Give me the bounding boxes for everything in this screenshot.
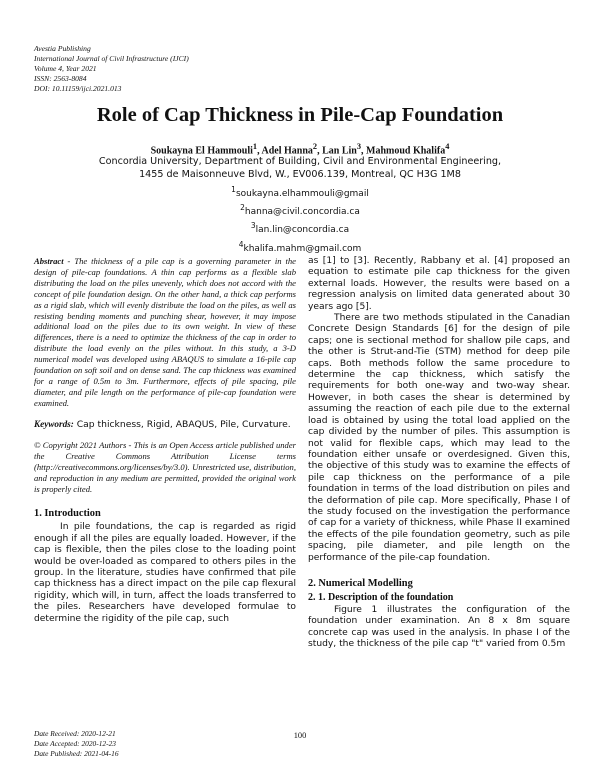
email-address: lan.lin@concordia.ca	[255, 225, 350, 236]
author-affiliation-mark: 1	[252, 142, 258, 151]
email-line	[0, 183, 600, 201]
email-mark: 2	[240, 203, 245, 213]
journal-name: International Journal of Civil Infrastructure (IJCI)	[34, 54, 189, 63]
page-number: 100	[293, 731, 307, 740]
email-line	[0, 201, 600, 219]
author-affiliation-mark: 3	[356, 142, 362, 151]
section-heading-numerical-modelling: 2. Numerical Modelling	[308, 577, 413, 589]
paper-title: Role of Cap Thickness in Pile-Cap Foundation	[96, 104, 504, 126]
left-column	[34, 256, 296, 625]
author-name: Lan Lin	[322, 145, 357, 157]
publisher-name: Avestia Publishing	[34, 44, 91, 53]
affiliation-line: 1455 de Maisonneuve Blvd, W., EV006.139, Montreal, QC H3G 1M8	[139, 169, 461, 180]
author-emails	[0, 183, 600, 256]
article-doi: DOI: 10.11159/ijci.2021.013	[34, 84, 122, 93]
email-address: hanna@civil.concordia.ca	[244, 207, 360, 218]
section-heading-introduction: 1. Introduction	[34, 508, 101, 520]
copyright-notice: © Copyright 2021 Authors - This is an Open Access article published under the Creative Commons Attribution License terms (http://creativecommons.org/licenses/by/3.0). Unrestricted use, distribution, and reproduction in any medium are permitted, provided the original work is properly cited.	[34, 439, 296, 494]
email-mark: 3	[250, 221, 256, 231]
keywords-label: Keywords:	[34, 418, 74, 429]
introduction-paragraph: There are two methods stipulated in the Canadian Concrete Design Standards [6] for the design of pile caps; one is sectional method for shallow pile caps, and the other is Strut-and-Tie (STM) method for deep pile caps. Both methods follow the same procedure to determine the cap thickness, which satisfy the requirements for both one-way and two-way shear. However, in both cases the shear is determined by assuming the reaction of each pile due to the external load is obtained by using the total load applied on the cap divided by the number of piles. This assumption is not valid for flexible caps, which may lead to the foundation either unsafe or overdesigned. Given this, the objective of this study was to examine the effects of pile cap thickness on the performance of a pile foundation in terms of the load distribution on piles and the deformation of pile cap. More specifically, Phase I of the study focused on the investigation the performance of cap for a variety of thickness, while Phase II examined the effects of the pile foundation geometry, such as pile spacing, pile diameter, and pile length on the performance of the pile-cap foundation.	[308, 313, 570, 563]
email-line	[0, 219, 600, 237]
date-accepted: Date Accepted: 2020-12-23	[34, 739, 116, 748]
date-published: Date Published: 2021-04-16	[34, 749, 119, 758]
abstract	[34, 256, 296, 409]
journal-masthead	[34, 44, 189, 94]
right-column	[308, 256, 570, 651]
author-name: Adel Hanna	[261, 145, 313, 157]
journal-issn: ISSN: 2563-8084	[34, 74, 87, 83]
author-name: Soukayna El Hammouli	[150, 145, 253, 157]
subsection-heading-foundation: 2. 1. Description of the foundation	[308, 591, 454, 603]
author-affiliation-mark: 4	[445, 142, 450, 151]
affiliation-line: Concordia University, Department of Building, Civil and Environmental Engineering,	[98, 156, 502, 167]
author-affiliation	[0, 155, 600, 181]
foundation-description-paragraph: Figure 1 illustrates the configuration of the foundation under examination. An 8 x 8m square concrete cap was used in the analysis. In phase I of the study, the thickness of the pile cap "t" varied from 0.5m	[308, 604, 570, 650]
keywords-text: Cap thickness, Rigid, ABAQUS, Pile, Curvature.	[73, 418, 291, 430]
introduction-paragraph-continued: as [1] to [3]. Recently, Rabbany et al. [4] proposed an equation to estimate pile cap thickness for the given external loads. However, the results were based on a regression analysis on limited data generated about 30 years ago [5].	[308, 256, 570, 312]
keywords	[34, 419, 296, 430]
introduction-paragraph: In pile foundations, the cap is regarded as rigid enough if all the piles are equally loaded. However, if the cap is flexible, then the piles close to the loading point would be over-loaded as compared to others piles in the group. In the literature, studies have confirmed that pile cap thickness has a direct impact on the pile cap flexural rigidity, which will, in turn, affect the loads transferred to the piles. Researchers have developed formulae to determine the rigidity of the pile cap, such	[34, 522, 296, 624]
author-affiliation-mark: 2	[312, 142, 318, 151]
abstract-label: Abstract -	[34, 256, 71, 266]
author-list: Soukayna El Hammouli$^1$, Adel Hanna$^2$, Lan Lin$^3$, Mahmoud Khalifa$^4$	[150, 142, 450, 157]
journal-volume: Volume 4, Year 2021	[34, 64, 97, 73]
date-received: Date Received: 2020-12-21	[34, 729, 116, 738]
author-name: Mahmoud Khalifa	[366, 145, 446, 157]
email-mark: 4	[238, 239, 244, 249]
email-line	[0, 238, 600, 256]
email-mark: 1	[231, 185, 236, 194]
email-address: khalifa.mahm@gmail.com	[243, 243, 362, 254]
abstract-text: The thickness of a pile cap is a governing parameter in the design of pile-cap foundations. A thin cap performs as a flexible slab distributing the load on the piles unevenly, which does not accord with the concept of pile foundation design. On the other hand, a thick cap performs as a rigid slab, which will evenly distribute the load on the piles, as well as resisting bending moments and punching shear, however, it may impose additional load on the piles due to its own weight. In view of these differences, there is a need to optimize the thickness of the cap in order to distribute the load evenly on the piles without. In this study, a 3-D numerical model was developed using ABAQUS to simulate a 16-pile cap foundation on soft soil and on dense sand. The cap thickness was examined for a range of 0.5m to 3m. Furthermore, effects of pile spacing, pile diameter, and pile length on the performance of pile-cap foundation were examined.	[34, 256, 296, 408]
email-address: soukayna.elhammouli@gmail	[235, 189, 369, 199]
